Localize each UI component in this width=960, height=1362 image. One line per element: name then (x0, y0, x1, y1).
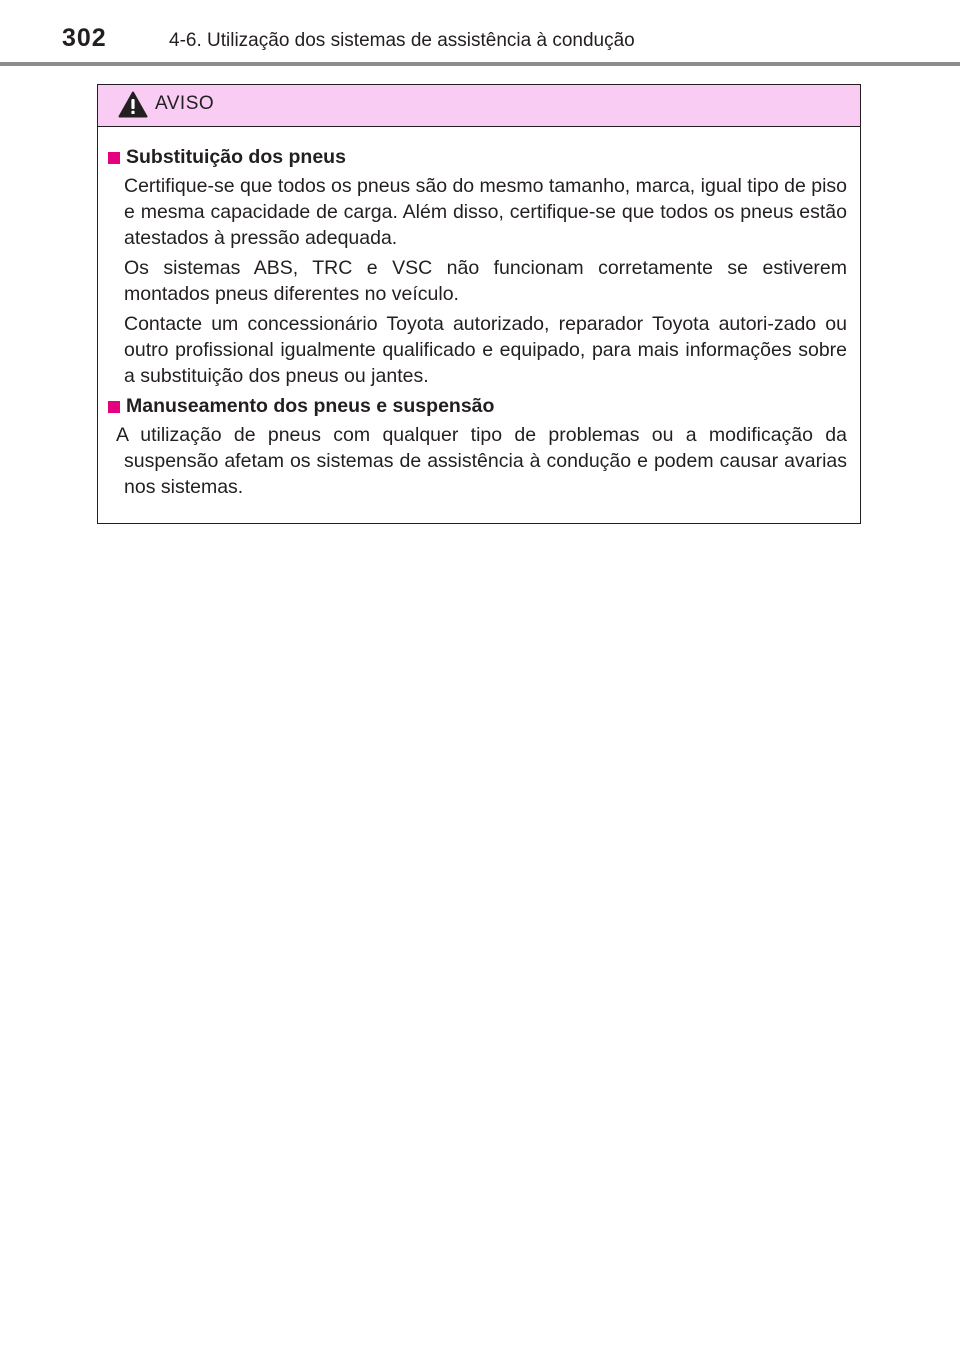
warning-body (98, 127, 860, 500)
section-heading (108, 144, 847, 171)
section-heading-text: Manuseamento dos pneus e suspensão (126, 395, 495, 417)
section-heading (108, 393, 847, 420)
section-title: 4-6. Utilização dos sistemas de assistência à condução (169, 30, 635, 51)
section-heading-text: Substituição dos pneus (126, 146, 346, 168)
paragraph: Certifique-se que todos os pneus são do mesmo tamanho, marca, igual tipo de piso e mesma capacidade de carga. Além disso, certifique-se que todos os pneus estão atestados à pressão adequada. (124, 175, 847, 249)
paragraph: Os sistemas ABS, TRC e VSC não funcionam corretamente se estiverem montados pneus diferentes no veículo. (124, 257, 847, 305)
bullet-square-icon (108, 401, 120, 413)
paragraph: Contacte um concessionário Toyota autorizado, reparador Toyota autori-zado ou outro profissional igualmente qualificado e equipado, para mais informações sobre a substituição dos pneus ou jantes. (124, 313, 847, 387)
warning-label: AVISO (155, 93, 215, 114)
bullet-square-icon (108, 152, 120, 164)
warning-box (97, 84, 861, 524)
warning-triangle-icon (118, 91, 148, 118)
paragraph: A utilização de pneus com qualquer tipo de problemas ou a modificação da suspensão afetam os sistemas de assistência à condução e podem causar avarias nos sistemas. (116, 424, 847, 498)
page-header (0, 0, 960, 62)
warning-header (98, 85, 860, 127)
header-rule (0, 62, 960, 66)
page-number: 302 (62, 24, 107, 52)
